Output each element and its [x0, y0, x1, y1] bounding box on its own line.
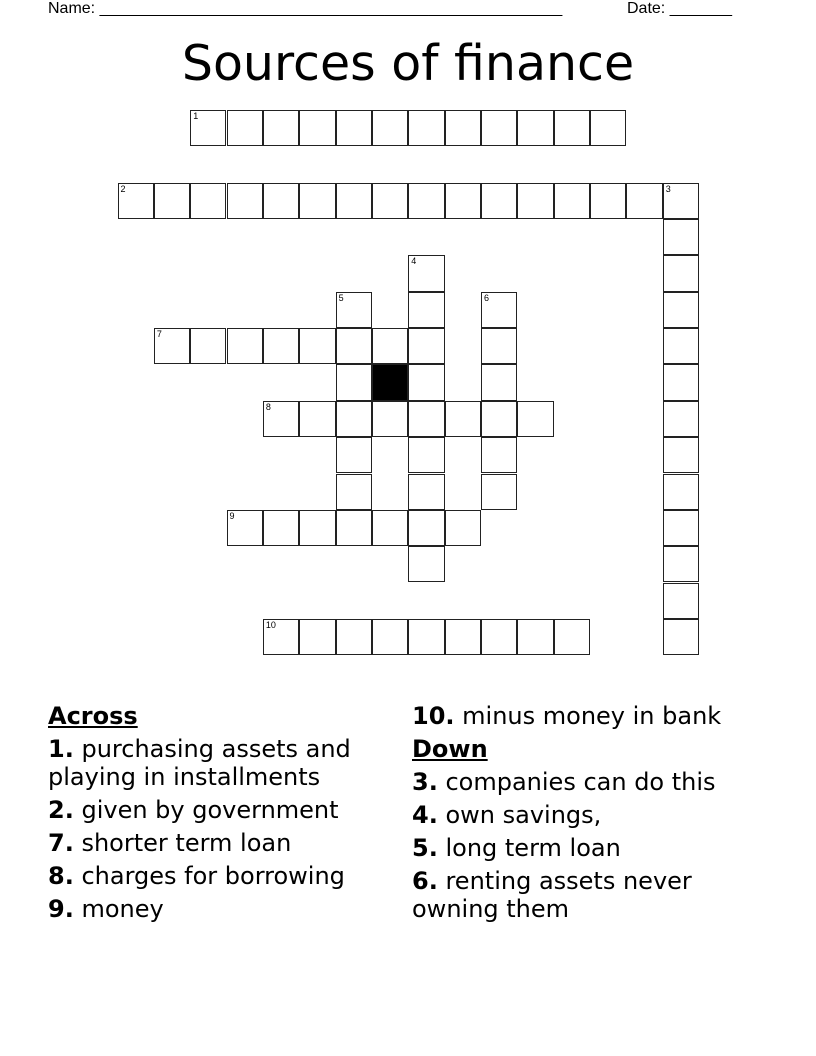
grid-cell[interactable] — [263, 183, 299, 219]
clue-number: 5 — [338, 292, 344, 303]
grid-cell[interactable] — [445, 401, 481, 437]
across-clues — [48, 702, 388, 928]
grid-cell[interactable] — [554, 619, 590, 655]
clue-across-1: 1. purchasing assets and playing in installments — [48, 735, 351, 791]
clue-down-6: 6. renting assets never owning them — [412, 867, 692, 923]
clue-down-3: 3. companies can do this — [412, 768, 716, 796]
grid-cell[interactable] — [554, 183, 590, 219]
grid-cell[interactable] — [481, 619, 517, 655]
clue-number: 9 — [229, 510, 235, 521]
clue-down-4: 4. own savings, — [412, 801, 602, 829]
grid-cell[interactable] — [336, 619, 372, 655]
grid-cell[interactable] — [663, 183, 699, 219]
grid-cell[interactable] — [626, 183, 662, 219]
grid-cell[interactable] — [663, 583, 699, 619]
grid-cell[interactable] — [663, 328, 699, 364]
clue-number: 1 — [193, 111, 199, 121]
grid-cell[interactable] — [336, 292, 372, 328]
grid-cell[interactable] — [227, 328, 263, 364]
black-square — [372, 364, 408, 400]
grid-cell[interactable] — [299, 510, 335, 546]
grid-cell[interactable] — [408, 328, 444, 364]
grid-cell[interactable] — [481, 401, 517, 437]
grid-cell[interactable] — [336, 401, 372, 437]
grid-cell[interactable] — [590, 183, 626, 219]
grid-cell[interactable] — [663, 510, 699, 546]
grid-cell[interactable] — [445, 510, 481, 546]
grid-cell[interactable] — [154, 328, 190, 364]
grid-cell[interactable] — [336, 474, 372, 510]
grid-cell[interactable] — [372, 510, 408, 546]
grid-cell[interactable] — [517, 110, 553, 146]
page-title: Sources of finance — [181, 35, 635, 92]
down-heading: Down — [412, 735, 488, 763]
grid-cell[interactable] — [408, 619, 444, 655]
clue-across-8: 8. charges for borrowing — [48, 862, 345, 890]
grid-cell[interactable] — [408, 510, 444, 546]
grid-cell[interactable] — [481, 183, 517, 219]
grid-cell[interactable] — [481, 292, 517, 328]
grid-cell[interactable] — [190, 110, 226, 146]
grid-cell[interactable] — [481, 110, 517, 146]
grid-cell[interactable] — [663, 364, 699, 400]
across-heading: Across — [48, 702, 138, 730]
grid-cell[interactable] — [445, 619, 481, 655]
grid-cell[interactable] — [408, 437, 444, 473]
grid-cell[interactable] — [190, 328, 226, 364]
grid-cell[interactable] — [227, 110, 263, 146]
grid-cell[interactable] — [299, 183, 335, 219]
grid-cell[interactable] — [590, 110, 626, 146]
grid-cell[interactable] — [227, 183, 263, 219]
grid-cell[interactable] — [336, 364, 372, 400]
grid-cell[interactable] — [408, 474, 444, 510]
grid-cell[interactable] — [517, 401, 553, 437]
grid-cell[interactable] — [372, 401, 408, 437]
grid-cell[interactable] — [336, 328, 372, 364]
grid-cell[interactable] — [408, 292, 444, 328]
grid-cell[interactable] — [299, 401, 335, 437]
grid-cell[interactable] — [663, 401, 699, 437]
grid-cell[interactable] — [299, 328, 335, 364]
grid-cell[interactable] — [663, 255, 699, 291]
grid-cell[interactable] — [263, 110, 299, 146]
clue-number: 7 — [156, 329, 162, 340]
grid-cell[interactable] — [263, 328, 299, 364]
grid-cell[interactable] — [336, 183, 372, 219]
clue-down-5: 5. long term loan — [412, 834, 621, 862]
grid-cell[interactable] — [408, 183, 444, 219]
grid-cell[interactable] — [481, 328, 517, 364]
grid-cell[interactable] — [372, 183, 408, 219]
grid-cell[interactable] — [299, 110, 335, 146]
grid-cell[interactable] — [299, 619, 335, 655]
grid-cell[interactable] — [663, 619, 699, 655]
grid-cell[interactable] — [554, 110, 590, 146]
grid-cell[interactable] — [263, 619, 299, 655]
grid-cell[interactable] — [227, 510, 263, 546]
grid-cell[interactable] — [336, 510, 372, 546]
clue-number: 3 — [665, 183, 671, 194]
grid-cell[interactable] — [445, 110, 481, 146]
clue-number: 4 — [411, 256, 417, 267]
grid-cell[interactable] — [663, 546, 699, 582]
clue-number: 6 — [484, 292, 490, 303]
grid-cell[interactable] — [408, 364, 444, 400]
name-field[interactable]: Name: ____________________________________________________ — [48, 0, 563, 17]
grid-cell[interactable] — [154, 183, 190, 219]
grid-cell[interactable] — [663, 474, 699, 510]
grid-cell[interactable] — [372, 110, 408, 146]
down-clues — [412, 702, 772, 928]
grid-cell[interactable] — [263, 401, 299, 437]
grid-cell[interactable] — [336, 437, 372, 473]
date-field[interactable]: Date: _______ — [627, 0, 732, 17]
grid-cell[interactable] — [408, 401, 444, 437]
grid-cell[interactable] — [663, 437, 699, 473]
clue-across-9: 9. money — [48, 895, 164, 923]
clue-number: 10 — [265, 619, 276, 630]
grid-cell[interactable] — [263, 510, 299, 546]
grid-cell[interactable] — [336, 110, 372, 146]
grid-cell[interactable] — [481, 364, 517, 400]
grid-cell[interactable] — [408, 110, 444, 146]
clue-number: 8 — [265, 401, 271, 412]
grid-cell[interactable] — [372, 619, 408, 655]
grid-cell[interactable] — [663, 292, 699, 328]
clue-across-7: 7. shorter term loan — [48, 829, 292, 857]
grid-cell[interactable] — [408, 255, 444, 291]
grid-cell[interactable] — [663, 219, 699, 255]
clue-across-10: 10. minus money in bank — [412, 702, 722, 730]
grid-cell[interactable] — [190, 183, 226, 219]
grid-cell[interactable] — [481, 437, 517, 473]
grid-cell[interactable] — [517, 183, 553, 219]
grid-cell[interactable] — [408, 546, 444, 582]
clue-across-2: 2. given by government — [48, 796, 339, 824]
grid-cell[interactable] — [372, 328, 408, 364]
grid-cell[interactable] — [118, 183, 154, 219]
clue-number: 2 — [120, 183, 126, 194]
grid-cell[interactable] — [517, 619, 553, 655]
grid-cell[interactable] — [445, 183, 481, 219]
grid-cell[interactable] — [481, 474, 517, 510]
